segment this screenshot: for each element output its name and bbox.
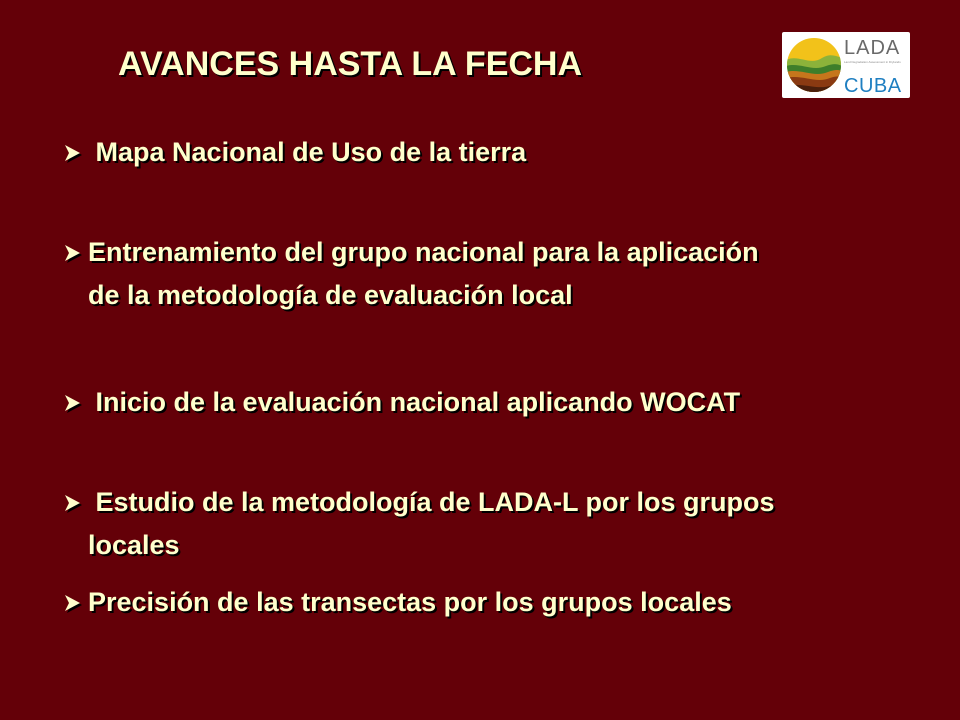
bullet-text: Estudio de la metodología de LADA-L por los grupos locales [88, 487, 775, 560]
bullet-item-1 [62, 131, 526, 174]
bullet-item-3 [62, 381, 740, 424]
arrow-bullet-icon [62, 231, 88, 274]
bullet-text: Precisión de las transectas por los grupos locales [88, 587, 732, 617]
arrow-bullet-icon [62, 581, 88, 624]
bullet-item-5 [62, 581, 732, 624]
arrow-bullet-icon [62, 131, 88, 174]
arrow-bullet-icon [62, 481, 88, 524]
logo-cuba-text: CUBA [844, 75, 902, 97]
logo-subtitle-text: Land Degradation Assessment in Drylands [844, 60, 901, 64]
bullet-item-4 [62, 481, 775, 567]
bullet-text: Inicio de la evaluación nacional aplicando WOCAT [88, 387, 741, 417]
logo-lada-text: LADA [844, 37, 901, 59]
landscape-icon [786, 36, 842, 94]
bullet-item-2 [62, 231, 759, 317]
slide-title: AVANCES HASTA LA FECHA [118, 45, 583, 83]
arrow-bullet-icon [62, 381, 88, 424]
bullet-text: Entrenamiento del grupo nacional para la aplicación de la metodología de evaluación local [88, 237, 759, 310]
lada-cuba-logo [782, 32, 910, 98]
bullet-text: Mapa Nacional de Uso de la tierra [88, 137, 527, 167]
